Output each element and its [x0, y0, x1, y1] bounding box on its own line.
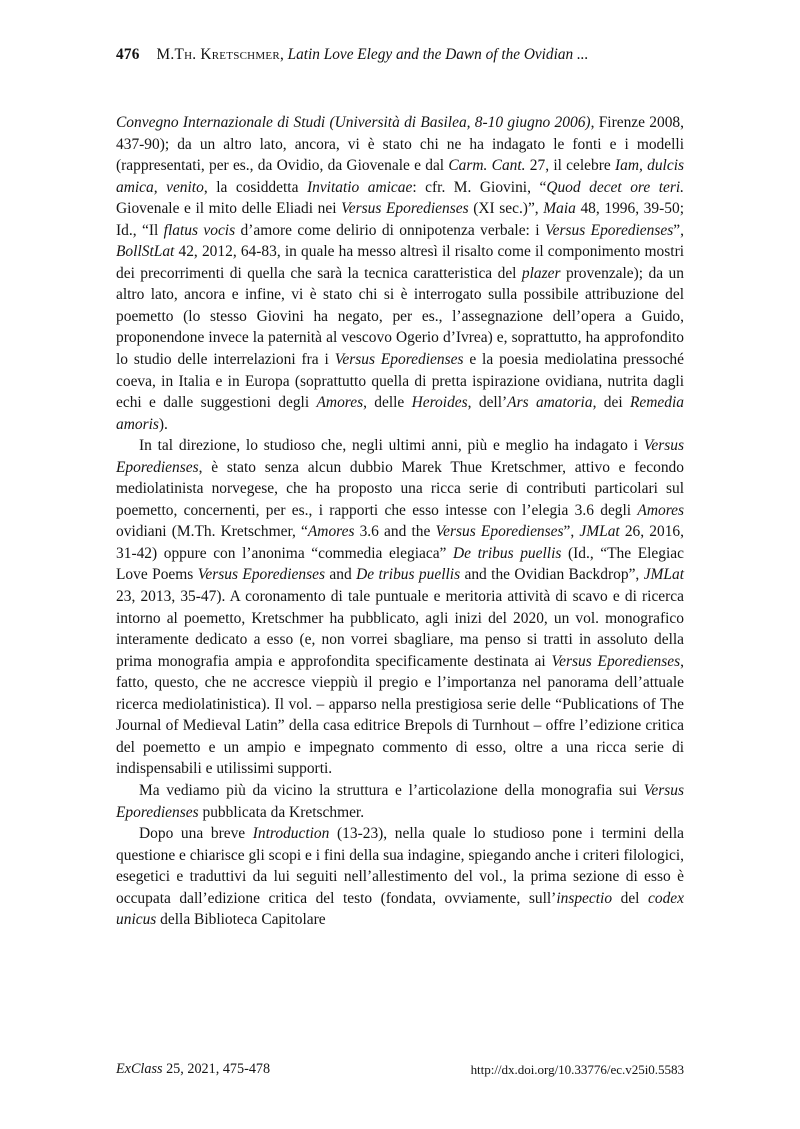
italic-run: BollStLat [116, 243, 175, 261]
italic-run: Amores [637, 501, 684, 519]
text-run: pubblicata da Kretschmer. [198, 803, 365, 821]
italic-run: Carm. Cant. [448, 157, 526, 175]
header-separator: , [279, 46, 284, 63]
text-run: , Firenze 2008, 437-90); da un altro lato, ancora, vi è stato chi ne ha indagato le fonti e i modelli (rappresentati, per es., da Ovidio, da Giovenale e dal [116, 114, 685, 175]
page-number: 476 [116, 46, 140, 63]
footer-citation-detail: 25, 2021, 475-478 [162, 1061, 271, 1077]
text-run: (Id., “The Elegiac Love Poems [116, 544, 684, 584]
body-text [116, 112, 684, 931]
italic-run: Iam, dulcis amica, venito [116, 157, 684, 196]
footer-doi-link[interactable]: http://dx.doi.org/10.33776/ec.v25i0.5583 [470, 1062, 684, 1077]
text-run: provenzale); da un altro lato, ancora e infine, vi è stato chi si è interrogato sulla possibile attribuzione del poemetto (lo stesso Giovini ha negato, per es., l’assegnazione dell’opera a Guido, proponendone invece la paternità al vescovo Ogerio d’Ivrea) e, soprattutto, ha approfondito lo studio delle interrelazioni fra i [116, 264, 684, 369]
text-run: , dell’ [467, 394, 508, 412]
footer-journal-name: ExClass [116, 1061, 163, 1077]
italic-run: Versus Eporedienses [116, 781, 684, 821]
text-run: and the Ovidian Backdrop”, [460, 566, 644, 584]
text-run: and [325, 566, 357, 584]
text-run: ovidiani (M.Th. Kretschmer, “ [116, 523, 308, 541]
italic-run: Versus Eporedienses [197, 566, 325, 584]
italic-run: Versus Eporedienses [435, 523, 564, 541]
italic-run: Maia [543, 200, 576, 218]
italic-run: De tribus puellis [356, 566, 461, 584]
text-run: 3.6 and the [354, 523, 436, 541]
text-run: Giovenale e il mito delle Eliadi nei [116, 200, 342, 218]
text-run: 42, 2012, 64-83, in quale ha messo altresì il risalto come il componimento mostri dei precorrimenti di quella che sarà la tecnica caratteristica del [116, 243, 684, 282]
body-paragraph [116, 112, 684, 435]
text-run: , è stato senza alcun dubbio Marek Thue Kretschmer, attivo e fecondo mediolatinista norvegese, che ha proposto una ricca serie di contributi particolari sul poemetto, concernenti, per es., i rapporti che esso intesse con l’elegia 3.6 degli [116, 458, 684, 519]
italic-run: Introduction [252, 825, 330, 843]
italic-run: Quod decet ore teri. [546, 178, 685, 196]
italic-run: JMLat [643, 566, 684, 584]
italic-run: Amores [307, 523, 355, 541]
italic-run: Invitatio amicae [306, 178, 413, 196]
text-run: In tal direzione, lo studioso che, negli ultimi anni, più e meglio ha indagato i [139, 437, 644, 455]
body-paragraph [116, 780, 684, 823]
header-title: Latin Love Elegy and the Dawn of the Ovidian ... [287, 46, 589, 63]
text-run: ”, [563, 523, 580, 541]
italic-run: Versus Eporedienses [116, 437, 684, 476]
italic-run: Amores [316, 394, 364, 412]
italic-run: plazer [521, 264, 561, 282]
italic-run: flatus vocis [163, 221, 236, 239]
text-run: ”, [673, 221, 684, 239]
text-run: 26, 2016, 31-42) oppure con l’anonima “commedia elegiaca” [116, 523, 685, 562]
text-run: e la poesia mediolatina pressoché coeva, in Italia e in Europa (soprattutto quella di pretta ispirazione ovidiana, nutrita dagli echi e dalle suggestioni degli [116, 351, 684, 412]
text-run: 23, 2013, 35-47). A coronamento di tale puntuale e meritoria attività di scavo e di ricerca intorno al poemetto, Kretschmer ha pubblicato, agli inizi del 2020, un vol. monografico interamente dedicato a esso (e, non vorrei sbagliare, ma penso si tratti in assoluto della prima monografia ampia e approfondita specificamente destinata ai [116, 588, 684, 670]
italic-run: JMLat [579, 523, 620, 541]
footer-citation [116, 1058, 270, 1080]
text-run: d’amore come delirio di onnipotenza verbale: i [235, 221, 545, 239]
italic-run: De tribus puellis [453, 544, 562, 562]
text-run: della Biblioteca Capitolare [156, 911, 326, 929]
page-footer [116, 1058, 684, 1080]
body-paragraph [116, 823, 684, 931]
text-run: , la cosiddetta [203, 178, 307, 196]
running-header [116, 45, 684, 65]
italic-run: inspectio [556, 889, 613, 907]
body-paragraph [116, 435, 684, 780]
italic-run: Remedia amoris [116, 394, 684, 433]
text-run: del [612, 889, 648, 907]
italic-run: Heroides [411, 394, 468, 412]
text-run: , fatto, questo, che ne accresce vieppiù il pregio e l’importanza nel panorama dell’attuale ricerca mediolatinistica). Il vol. – apparso nella prestigiosa serie delle “Publications of The Journal of Medieval Latin” della casa editrice Brepols di Turnhout – offre l’edizione critica del poemetto e un ampio e impegnato commento di esso, oltre a una ricca serie di indispensabili e utilissimi supporti. [116, 652, 684, 778]
header-author-name: M.Th. Kretschmer [156, 46, 280, 63]
text-run: 48, 1996, 39-50; Id., “Il [116, 200, 684, 239]
italic-run: codex unicus [116, 889, 684, 929]
text-run: , delle [363, 394, 412, 412]
italic-run: Ars amatoria [507, 394, 593, 412]
text-run: ). [158, 415, 168, 433]
text-run: , dei [592, 394, 630, 412]
text-run: 27, il celebre [525, 157, 615, 175]
header-author [157, 46, 284, 63]
text-run: (13-23), nella quale lo studioso pone i termini della questione e chiarisce gli scopi e i fini della sua indagine, spiegando anche i criteri filologici, esegetici e traduttivi da lui seguiti nell’allestimento del vol., la prima sezione di esso è occupata dall’edizione critica del testo (fondata, ovviamente, sull’ [116, 825, 684, 907]
italic-run: Versus Eporedienses [544, 221, 674, 239]
text-run: : cfr. M. Giovini, “ [412, 178, 547, 196]
text-run: (XI sec.)”, [468, 200, 544, 218]
italic-run: Convegno Internazionale di Studi (Università di Basilea, 8-10 giugno 2006) [116, 114, 591, 131]
italic-run: Versus Eporedienses [334, 351, 464, 369]
italic-run: Versus Eporedienses [341, 200, 469, 218]
text-run: Ma vediamo più da vicino la struttura e l’articolazione della monografia sui [139, 781, 644, 799]
text-run: Dopo una breve [139, 825, 253, 843]
italic-run: Versus Eporedienses [551, 652, 681, 670]
